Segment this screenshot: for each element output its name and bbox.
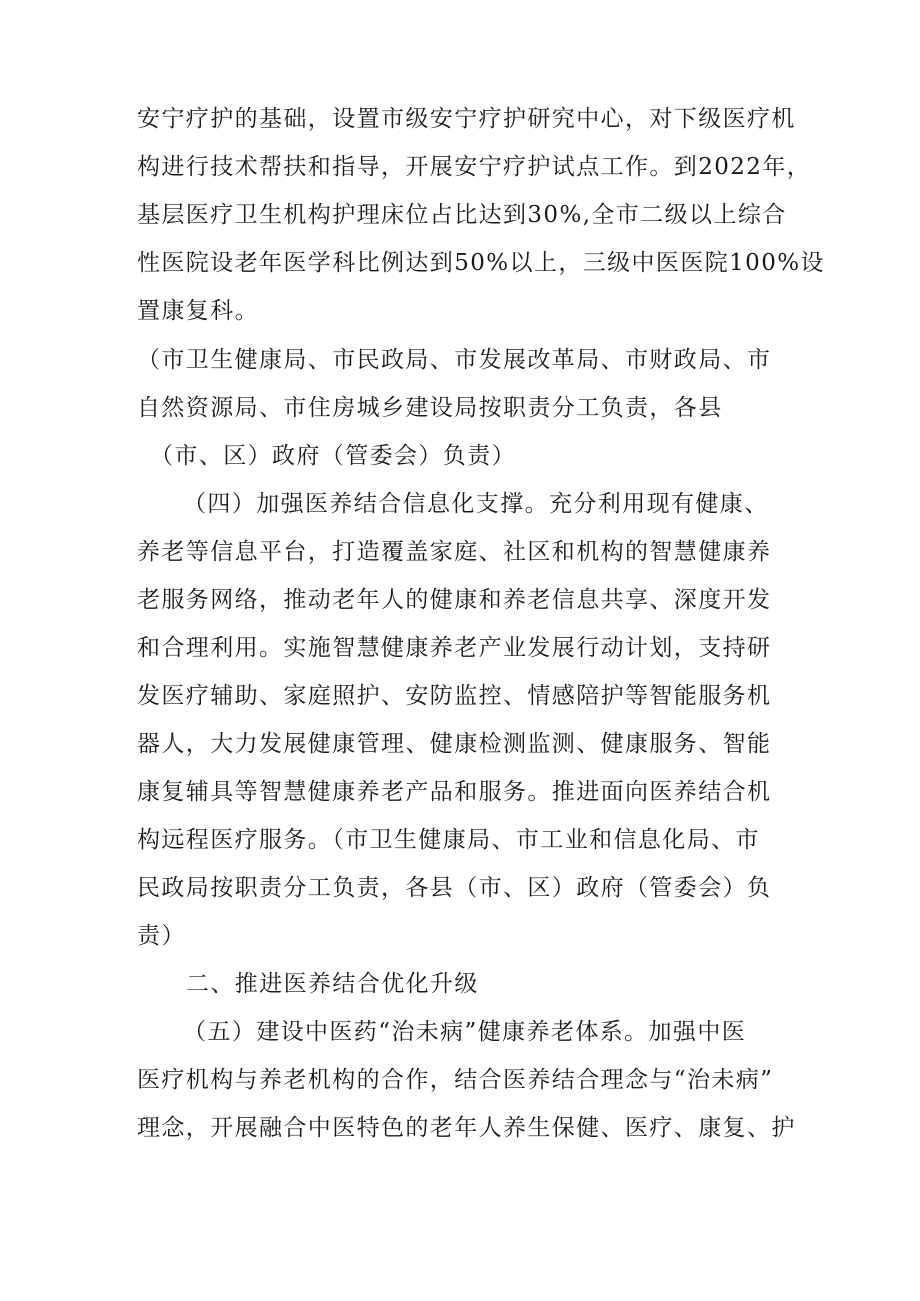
text-line-4: 性医院设老年医学科比例达到50%以上，三级中医医院100%设 xyxy=(137,250,825,276)
text-line-7: 自然资源局、市住房城乡建设局按职责分工负责，各县 xyxy=(137,395,723,421)
section-5-heading-line: （五）建设中医药“治未病”健康养老体系。加强中医 xyxy=(183,1019,747,1045)
section-4-heading-line: （四）加强医养结合信息化支撑。充分利用现有健康、 xyxy=(183,491,769,517)
text-line-22: 理念，开展融合中医特色的老年人养生保健、医疗、康复、护 xyxy=(137,1115,796,1141)
text-line-17: 民政局按职责分工负责，各县（市、区）政府（管委会）负 xyxy=(137,875,772,901)
text-line-16: 构远程医疗服务。（市卫生健康局、市工业和信息化局、市 xyxy=(137,827,760,853)
text-line-2: 构进行技术帮扶和指导，开展安宁疗护试点工作。到2022年， xyxy=(137,154,812,180)
text-line-15: 康复辅具等智慧健康养老产品和服务。推进面向医养结合机 xyxy=(137,779,772,805)
text-line-8: （市、区）政府（管委会）负责） xyxy=(150,443,516,469)
text-line-10: 养老等信息平台，打造覆盖家庭、社区和机构的智慧健康养 xyxy=(137,539,772,565)
text-line-12: 和合理利用。实施智慧健康养老产业发展行动计划，支持研 xyxy=(137,635,772,661)
text-line-5: 置康复科。 xyxy=(137,298,259,324)
text-line-11: 老服务网络，推动老年人的健康和养老信息共享、深度开发 xyxy=(137,587,772,613)
text-line-18: 责） xyxy=(137,923,186,949)
text-line-21: 医疗机构与养老机构的合作，结合医养结合理念与“治未病” xyxy=(137,1067,774,1093)
text-line-3: 基层医疗卫生机构护理床位占比达到30%,全市二级以上综合 xyxy=(137,202,787,228)
text-line-1: 安宁疗护的基础，设置市级安宁疗护研究中心，对下级医疗机 xyxy=(137,106,796,132)
text-line-6: （市卫生健康局、市民政局、市发展改革局、市财政局、市 xyxy=(137,347,772,373)
section-heading: 二、推进医养结合优化升级 xyxy=(186,971,479,997)
text-line-13: 发医疗辅助、家庭照护、安防监控、情感陪护等智能服务机 xyxy=(137,683,772,709)
text-line-14: 器人，大力发展健康管理、健康检测监测、健康服务、智能 xyxy=(137,731,772,757)
